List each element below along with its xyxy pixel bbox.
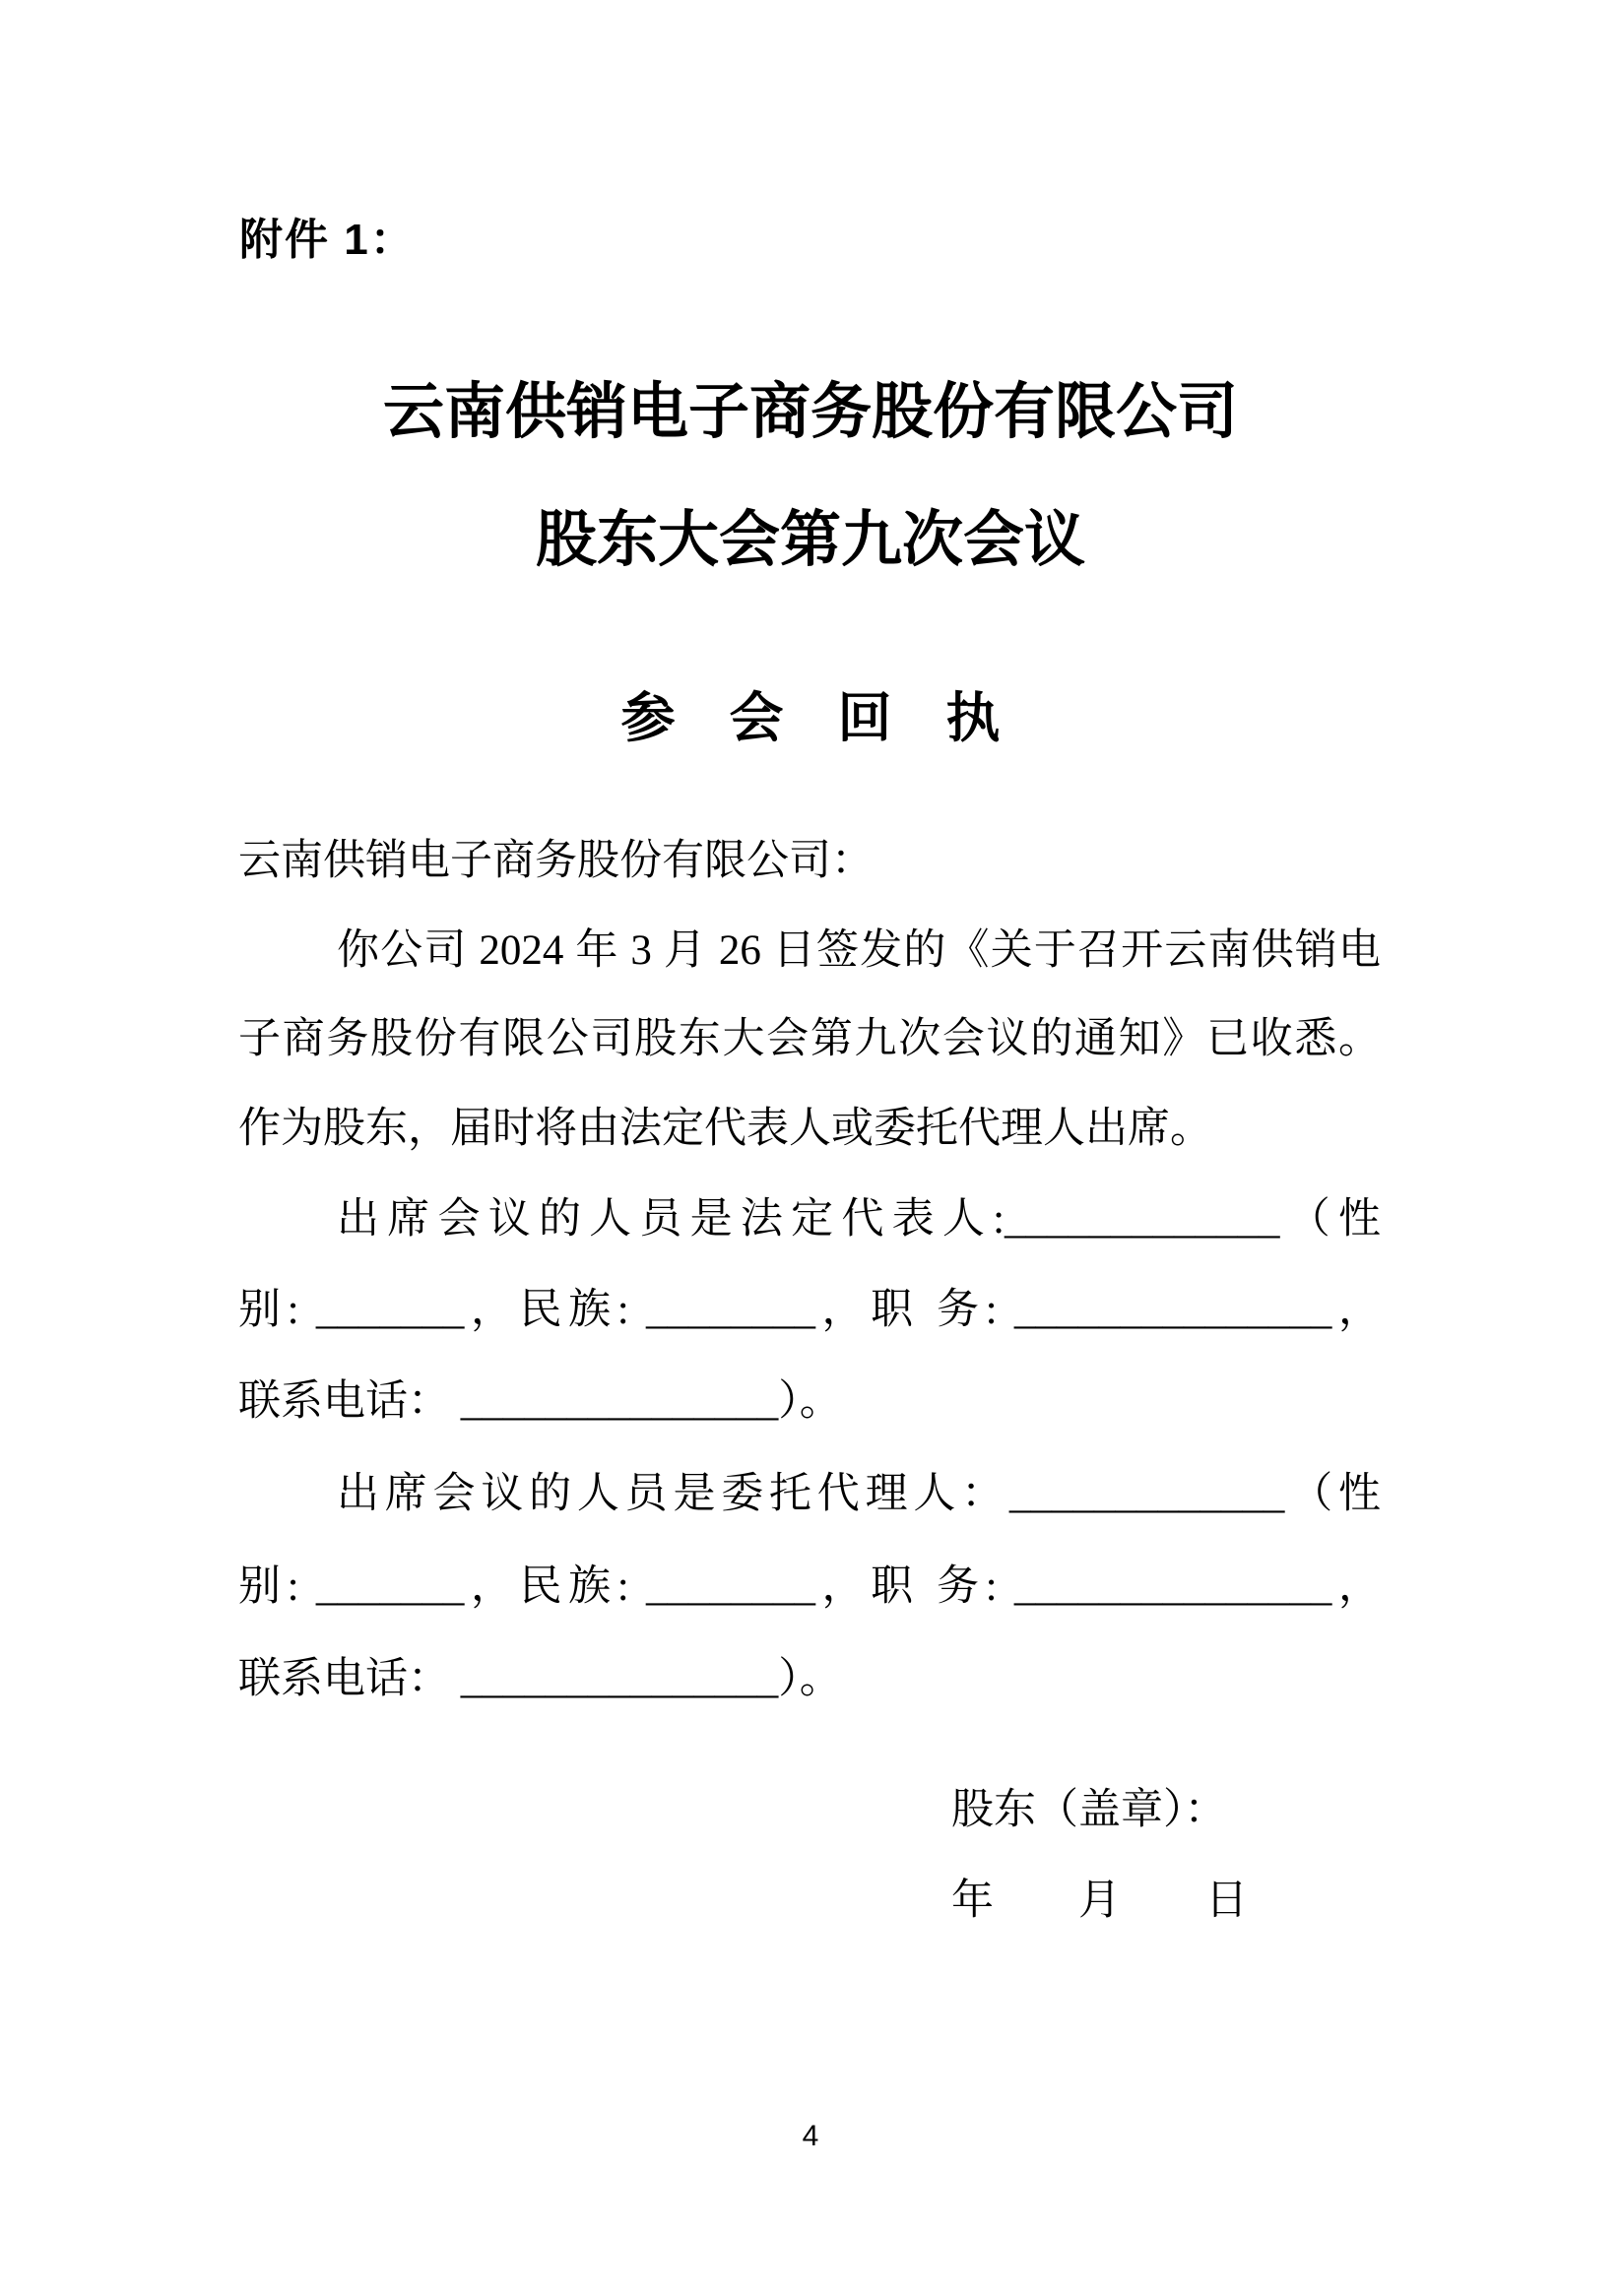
proxy-agent-line3: 联系电话： _______________）。: [238, 1656, 842, 1702]
document-title-line2: 股东大会第九次会议: [535, 507, 1085, 574]
attachment-label: 附件 1：: [239, 216, 416, 264]
legal-representative-line2: 别: _______，民族: ________，职 务: _______________，: [238, 1287, 1381, 1333]
legal-representative-line3: 联系电话： _______________）。: [238, 1378, 842, 1425]
salutation-line: 云南供销电子商务股份有限公司：: [238, 838, 874, 884]
date-line: 年 月 日: [951, 1878, 1248, 1924]
legal-representative-line1: 出席会议的人员是法定代表人:_____________（性: [337, 1196, 1381, 1243]
document-title-line1: 云南供销电子商务股份有限公司: [382, 379, 1238, 446]
proxy-agent-line2: 别: _______，民族: ________，职 务: _______________，: [238, 1563, 1381, 1610]
paragraph1-line2: 子商务股份有限公司股东大会第九次会议的通知》已收悉。: [238, 1016, 1381, 1062]
paragraph1-line1: 你公司 2024 年 3 月 26 日签发的《关于召开云南供销电: [337, 927, 1381, 974]
paragraph1-line3: 作为股东，届时将由法定代表人或委托代理人出席。: [238, 1106, 1212, 1152]
page-number: 4: [802, 2120, 819, 2152]
reply-form-title: 参 会 回 执: [620, 688, 1001, 748]
proxy-agent-line1: 出席会议的人员是委托代理人：_____________（性: [337, 1471, 1381, 1517]
shareholder-seal-line: 股东（盖章）：: [951, 1787, 1227, 1833]
